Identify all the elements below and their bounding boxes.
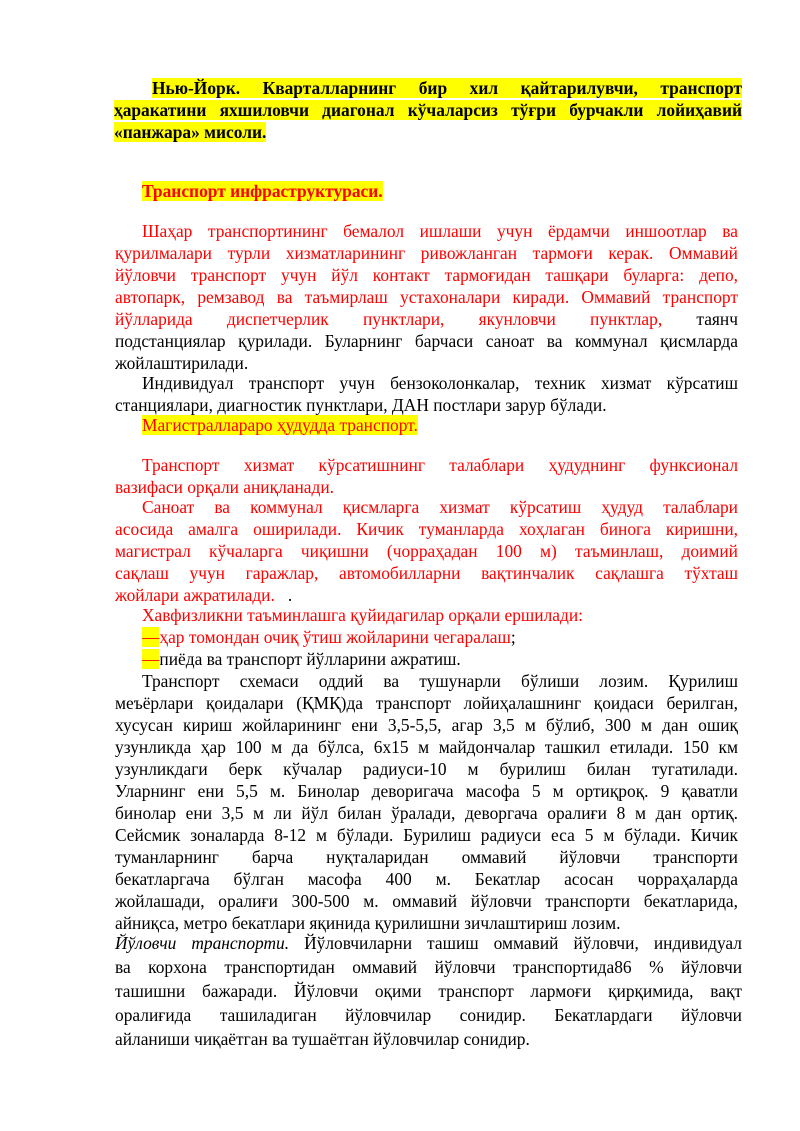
text-segment: таянч [696,309,738,329]
text-segment: Хавфизликни таъминлашга қуйидагилар орқали ершилади: [142,605,583,625]
text-segment: Уларнинг ени 5,5 м. Бинолар деворигача масофа 5 м ортиқроқ. 9 қаватли [115,781,738,801]
text-segment: асосида амалга оширилади. Кичик туманларда хоҳлаган бинога киришни, [115,519,738,539]
text-segment: «панжара» мисоли. [114,122,267,142]
text-segment: ҳар томондан очиқ ўтиш жойларини чегаралаш [159,627,511,647]
text-line [115,584,292,606]
text-line [115,956,742,978]
text-line [115,394,607,416]
text-line [115,242,738,264]
text-segment: подстанциялар қурилади. Буларнинг барчаси саноат ва коммунал қисмларда [115,331,738,351]
text-line [115,330,738,352]
text-line [114,121,266,143]
text-segment: ; [510,627,516,647]
text-line [142,454,738,476]
text-segment: автопарк, ремзавод ва таъмирлаш устахоналари киради. Оммавий транспорт [115,287,738,307]
text-segment: Йўловчиларни ташиш оммавий йўловчи, индивидуал [289,933,742,953]
text-segment: . [274,585,293,605]
text-segment: пиёда ва транспорт йўлларини ажратиш. [159,649,461,669]
text-segment: ҳаракатини яхшиловчи диагонал кўчаларсиз тўғри бурчакли лойиҳавий [114,100,742,120]
text-segment: Индивидуал транспорт учун бензоколонкалар, техник хизмат кўрсатиш [142,373,738,393]
text-segment: Транспорт хизмат кўрсатишнинг талаблари ҳудуднинг функсионал [142,455,738,475]
text-segment: жойлашади, оралиғи 300-500 м. оммавий йўловчи транспорти бекатларида, [115,891,738,911]
text-line [115,824,738,846]
text-segment: ташишни бажаради. Йўловчи оқими транспорт лармоғи қирқимида, вақт [115,981,742,1001]
text-segment: йўлларида диспетчерлик пунктлари, якунловчи пунктлар, [115,309,697,329]
text-line [115,562,738,584]
text-line [142,180,383,202]
text-segment: Сейсмик зоналарда 8-12 м бўлади. Бурилиш радиуси еса 5 м бўлади. Кичик [115,825,738,845]
text-line [142,604,583,626]
text-segment: Саноат ва коммунал қисмларга хизмат кўрсатиш ҳудуд талаблари [142,497,738,517]
text-segment: Магистралларaро ҳудудда транспорт. [142,415,418,435]
text-segment: жойлари ажратилади. [115,585,275,605]
text-line [115,1028,530,1050]
text-segment: туманларнинг барча нуқталаридан оммавий йўловчи транспорти [115,847,738,867]
text-line [114,99,742,121]
text-line [115,286,738,308]
text-line [142,496,738,518]
text-segment: бинолар ени 3,5 м ли йўл билан ўралади, деворгача оралиғи 8 м дан ортиқ. [115,803,738,823]
text-segment: Нью-Йорк. Кварталларнинг бир хил қайтарилувчи, транспорт [152,78,742,98]
text-segment: — [142,627,160,647]
text-segment: станциялари, диагностик пунктлари, ДАН постлари зарур бўлади. [115,395,607,415]
text-segment: Йўловчи транспорти. [115,933,290,953]
text-line [115,912,620,934]
text-line [115,780,738,802]
text-segment: жойлаштирилади. [115,353,249,373]
text-segment: бекатларгача бўлган масофа 400 м. Бекатлар асосан чорраҳаларда [115,869,738,889]
text-segment: оралиғида ташиладиган йўловчилар сонидир. Бекатлардаги йўловчи [115,1005,742,1025]
text-segment: ва корхона транспортидан оммавий йўловчи транспортида86 % йўловчи [115,957,742,977]
text-line [115,540,738,562]
text-segment: меъёрлари қоидалари (ҚМҚ)да транспорт лойиҳалашнинг қоидаси берилган, [115,693,738,713]
text-segment: узунликда ҳар 100 м да бўлса, 6х15 м майдончалар ташкил етилади. 150 км [115,737,738,757]
text-segment: айниқса, метро бекатлари яқинида қурилишни зичлаштириш лозим. [115,913,621,933]
text-line [115,868,738,890]
text-line [115,476,334,498]
text-line [115,518,738,540]
text-line [115,980,742,1002]
text-segment: Шаҳар транспортининг бемалол ишлаши учун ёрдамчи иншоотлар ва [142,221,738,241]
text-segment: хусусан кириш жойларининг ени 3,5-5,5, агар 3,5 м бўлиб, 300 м дан ошиқ [115,715,738,735]
text-line [115,736,738,758]
text-line [115,890,738,912]
text-line [115,264,738,286]
text-line [142,670,738,692]
text-line [142,414,418,436]
text-segment: вазифаси орқали аниқланади. [115,477,334,497]
text-line [152,77,742,99]
text-line [115,1004,742,1026]
text-line [115,758,738,780]
text-line [142,220,738,242]
text-line [115,846,738,868]
text-line [115,308,738,330]
text-line [142,648,461,670]
text-segment: узунликдаги берк кўчалар радиуси-10 м бурилиш билан тугатилади. [115,759,738,779]
text-line [115,932,742,954]
text-segment: сақлаш учун гаражлар, автомобилларни вақтинчалик сақлашга тўхташ [115,563,738,583]
text-segment: Транспорт инфраструктураси. [142,181,383,201]
text-line [115,692,738,714]
text-segment: — [142,649,160,669]
text-segment: йўловчи транспорт учун йўл контакт тармоғидан ташқари буларга: депо, [115,265,738,285]
text-segment: айланиши чиқаётган ва тушаётган йўловчилар сонидир. [115,1029,530,1049]
text-line [115,802,738,824]
text-segment: магистрал кўчаларга чиқишни (чорраҳадан 100 м) таъминлаш, доимий [115,541,738,561]
text-segment: қурилмалари турли хизматларининг ривожланган тармоғи керак. Оммавий [115,243,738,263]
text-line [115,714,738,736]
text-line [142,372,738,394]
text-line [115,352,248,374]
text-line [142,626,516,648]
text-segment: Транспорт схемаси оддий ва тушунарли бўлиши лозим. Қурилиш [142,671,738,691]
